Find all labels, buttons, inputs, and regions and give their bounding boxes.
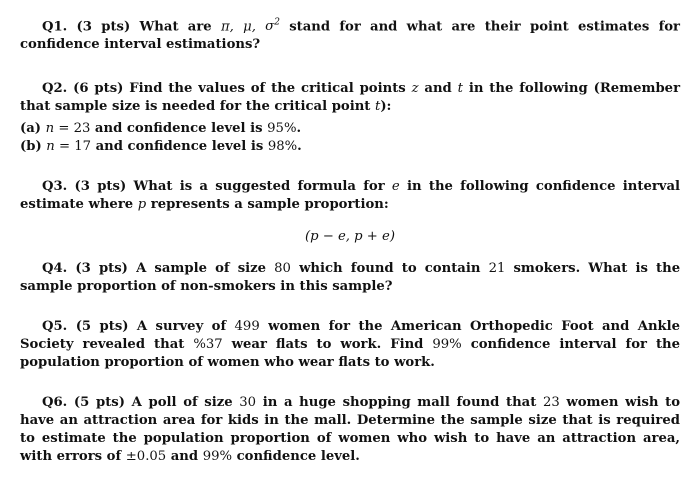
question-text: Find the values of the critical points [129,81,406,97]
math-symbol: z [411,81,419,97]
question-text: A poll of size [131,395,233,411]
question-text: What are [139,19,212,35]
subquestion-list [20,120,680,156]
question-points: (3 pts) [74,179,127,195]
question-text: stand for and what are their point estimates for confidence interval estimations? [20,19,680,53]
question-text: which found to contain [299,261,481,277]
subquestion-b: (b) n = 17 and confidence level is 98%. [20,139,302,155]
question-points: (3 pts) [76,19,131,35]
math-number: ±0.05 [125,449,167,465]
question-text: in the following (Remember that sample size is needed for the critical point [20,81,681,115]
question-text: A survey of [136,319,227,335]
math-symbol: p [137,197,147,213]
math-number: 499 [234,319,260,335]
question-text: women wish to have an attraction area for kids in the mall. Determine the sample size that is required to estimate the population proportion of women who wish to have an attraction area, with errors of [20,395,681,465]
question-text: represents a sample proportion: [150,197,389,213]
question-points: (3 pts) [75,261,128,277]
question-5 [20,318,680,372]
math-symbol: $\sigma^2$ [265,18,280,35]
math-number: 80 [274,261,291,277]
math-number: %37 [193,337,223,353]
question-text: confidence interval for the population proportion of women who wear flats to work. [20,337,681,371]
problem-sheet [20,14,680,466]
question-text: women for the American Orthopedic Foot and Ankle Society revealed that [20,319,681,353]
question-label: Q5. [42,319,68,335]
math-number: 99% [432,337,462,353]
question-label: Q2. [42,81,68,97]
question-text: What is a suggested formula for [133,179,385,195]
question-label: Q4. [42,261,68,277]
question-label: Q3. [42,179,68,195]
question-4 [20,260,680,296]
question-label: Q1. [42,19,68,35]
question-text: A sample of size [136,261,267,277]
question-text: in a huge shopping mall found that [262,395,537,411]
question-text: wear flats to work. Find [231,337,424,353]
subquestion-a: (a) n = 23 and confidence level is 95%. [20,121,302,137]
question-3 [20,178,680,214]
math-number: 23 [542,395,560,411]
question-1 [20,14,680,54]
question-text: ): [380,99,392,115]
question-text: confidence level. [236,449,360,465]
math-symbol: e [391,179,400,195]
question-points: (5 pts) [75,319,129,335]
confidence-interval-formula: (p − e, p + e) [304,229,396,245]
question-text: smokers. What is the sample proportion of non-smokers in this sample? [20,261,681,295]
question-text: and [424,81,452,97]
math-symbol: π, [220,19,234,35]
math-number: 30 [239,395,257,411]
question-6 [20,394,680,466]
question-label: Q6. [42,395,68,411]
question-2 [20,80,680,116]
math-symbol: t [375,99,381,115]
math-number: 99% [202,449,233,465]
question-text: in the following confidence interval estimate where [20,179,681,213]
math-symbol: t [457,81,463,97]
math-symbol: μ, [243,19,256,35]
question-points: (5 pts) [73,395,125,411]
math-number: 21 [488,261,506,277]
question-text: and [170,449,199,465]
question-points: (6 pts) [73,81,124,97]
